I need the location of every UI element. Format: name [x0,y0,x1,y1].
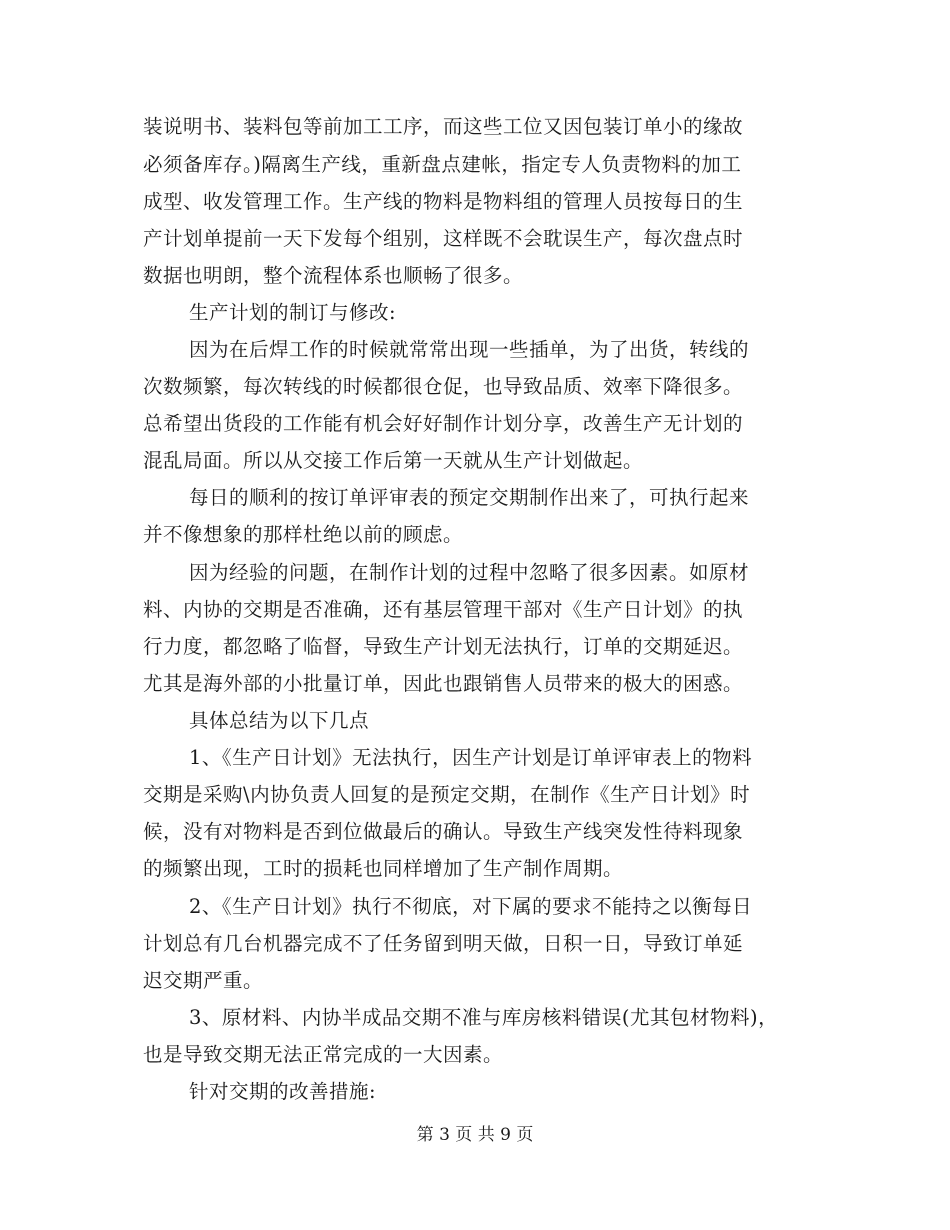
page-footer: 第 3 页 共 9 页 [416,1125,534,1145]
text-line: 交期是采购\内协负责人回复的是预定交期，在制作《生产日计划》时 [143,783,751,806]
text-line: 混乱局面。所以从交接工作后第一天就从生产计划做起。 [143,449,644,472]
text-line: 尤其是海外部的小批量订单，因此也跟销售人员带来的极大的困惑。 [143,672,744,695]
text-line: 次数频繁，每次转线的时候都很仓促，也导致品质、效率下降很多。 [143,375,744,398]
text-line: 计划总有几台机器完成不了任务留到明天做，日积一日，导致订单延 [143,932,744,955]
text-line: 候，没有对物料是否到位做最后的确认。导致生产线突发性待料现象 [143,820,744,843]
section-heading: 针对交期的改善措施: [189,1080,377,1103]
text-line: 每日的顺利的按订单评审表的预定交期制作出来了，可执行起来 [189,486,750,509]
list-item: 1、《生产日计划》无法执行，因生产计划是订单评审表上的物料 [189,746,753,769]
text-line: 料、内协的交期是否准确，还有基层管理干部对《生产日计划》的执 [143,598,744,621]
list-item: 2、《生产日计划》执行不彻底，对下属的要求不能持之以衡每日 [189,895,753,918]
text-line: 并不像想象的那样杜绝以前的顾虑。 [143,523,464,546]
section-heading: 具体总结为以下几点 [189,709,370,732]
text-line: 因为在后焊工作的时候就常常出现一些插单，为了出货，转线的 [189,338,750,361]
section-heading: 生产计划的制订与修改: [189,301,397,324]
text-line: 也是导致交期无法正常完成的一大因素。 [143,1043,504,1066]
text-line: 产计划单提前一天下发每个组别，这样既不会耽误生产，每次盘点时 [143,227,744,250]
list-item: 3、原材料、内协半成品交期不准与库房核料错误(尤其包材物料)， [189,1006,779,1029]
text-line: 必须备库存。)隔离生产线，重新盘点建帐，指定专人负责物料的加工 [143,153,742,176]
text-line: 总希望出货段的工作能有机会好好制作计划分享，改善生产无计划的 [143,412,744,435]
text-line: 行力度，都忽略了临督，导致生产计划无法执行，订单的交期延迟。 [143,635,744,658]
text-line: 成型、收发管理工作。生产线的物料是物料组的管理人员按每日的生 [143,190,744,213]
text-line: 装说明书、装料包等前加工工序，而这些工位又因包装订单小的缘故 [143,115,744,138]
text-line: 数据也明朗，整个流程体系也顺畅了很多。 [143,264,524,287]
text-line: 迟交期严重。 [143,969,264,992]
text-line: 因为经验的问题，在制作计划的过程中忽略了很多因素。如原材 [189,561,750,584]
text-line: 的频繁出现，工时的损耗也同样增加了生产制作周期。 [143,857,624,880]
